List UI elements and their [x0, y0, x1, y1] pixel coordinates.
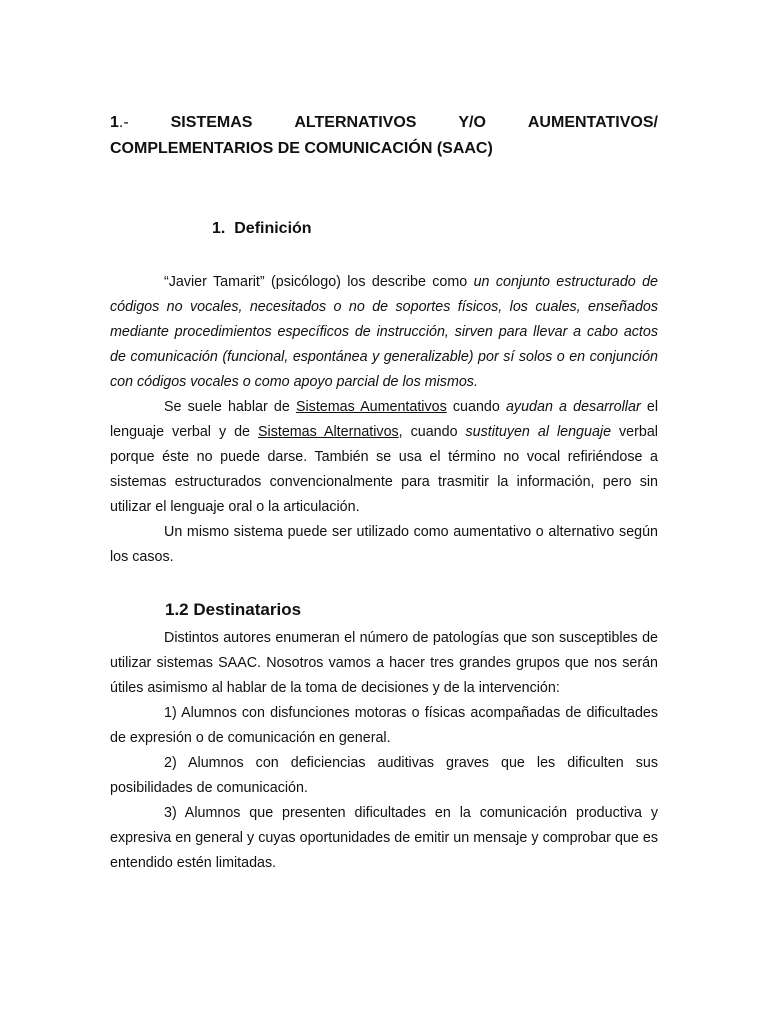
- destinatarios-item-1: 1) Alumnos con disfunciones motoras o físicas acompañadas de dificultades de expresión o de comunicación en general.: [110, 705, 658, 746]
- p2-ayudan-a-desarrollar: ayudan a desarrollar: [505, 399, 641, 415]
- title-word-aumentativos: AUMENTATIVOS/: [527, 114, 658, 131]
- p2-text-g: , cuando: [398, 424, 466, 440]
- document-title: [110, 110, 658, 162]
- p2-text-i: verbal porque éste no puede darse. También se usa el término no vocal refiriéndose a sistemas estructurados convencionalmente para trasmitir la información, pero sin utilizar el lenguaje oral o la articulación.: [110, 424, 658, 515]
- p1-text-italic: un conjunto estructurado de códigos no vocales, necesitados o no de soportes físicos, los cuales, enseñados mediante procedimientos específicos de instrucción, sirven para llevar a cabo actos de comunicación (funcional, espontánea y generalizable) por sí solos o en conjunción con códigos vocales o como apoyo parcial de los mismos.: [110, 274, 659, 390]
- p2-sistemas-aumentativos: Sistemas Aumentativos: [295, 399, 447, 415]
- title-word-sistemas: SISTEMAS: [170, 114, 253, 131]
- destinatarios-paragraph-1: Distintos autores enumeran el número de patologías que son susceptibles de utilizar sistemas SAAC. Nosotros vamos a hacer tres grandes grupos que nos serán útiles asimismo al hablar de la toma de decisiones y de la intervención:: [110, 630, 658, 696]
- title-word-yo: Y/O: [458, 114, 486, 131]
- p2-text-c: cuando: [446, 399, 506, 415]
- destinatarios-item-3: 3) Alumnos que presenten dificultades en la comunicación productiva y expresiva en general y cuyas oportunidades de emitir un mensaje y comprobar que es entendido estén limitadas.: [110, 805, 658, 871]
- destinatarios-item-2: 2) Alumnos con deficiencias auditivas graves que les dificulten sus posibilidades de comunicación.: [110, 755, 658, 796]
- definicion-body: [110, 270, 658, 570]
- p2-sustituyen-al-lenguaje: sustituyen al lenguaje: [465, 424, 612, 440]
- title-number-group: [110, 110, 129, 136]
- definicion-paragraph-2: [110, 395, 658, 520]
- title-line-2: COMPLEMENTARIOS DE COMUNICACIÓN (SAAC): [110, 140, 493, 157]
- definicion-paragraph-1: [110, 270, 658, 395]
- p2-text-a: Se suele hablar de: [164, 399, 296, 415]
- destinatarios-body: [110, 626, 658, 876]
- p1-text-a: “Javier Tamarit” (psicólogo) los describe como: [164, 274, 474, 290]
- title-word-alternativos: ALTERNATIVOS: [294, 114, 417, 131]
- p2-text-e: el lenguaje verbal y de: [110, 399, 658, 440]
- definicion-paragraph-3: Un mismo sistema puede ser utilizado como aumentativo o alternativo según los casos.: [110, 524, 658, 565]
- title-separator: .-: [118, 114, 129, 131]
- title-line-1: [110, 110, 658, 136]
- title-number: 1: [110, 114, 119, 131]
- section-heading-definicion: 1. Definición: [212, 220, 312, 237]
- section-heading-destinatarios: 1.2 Destinatarios: [165, 600, 302, 619]
- p2-sistemas-alternativos: Sistemas Alternativos: [257, 424, 399, 440]
